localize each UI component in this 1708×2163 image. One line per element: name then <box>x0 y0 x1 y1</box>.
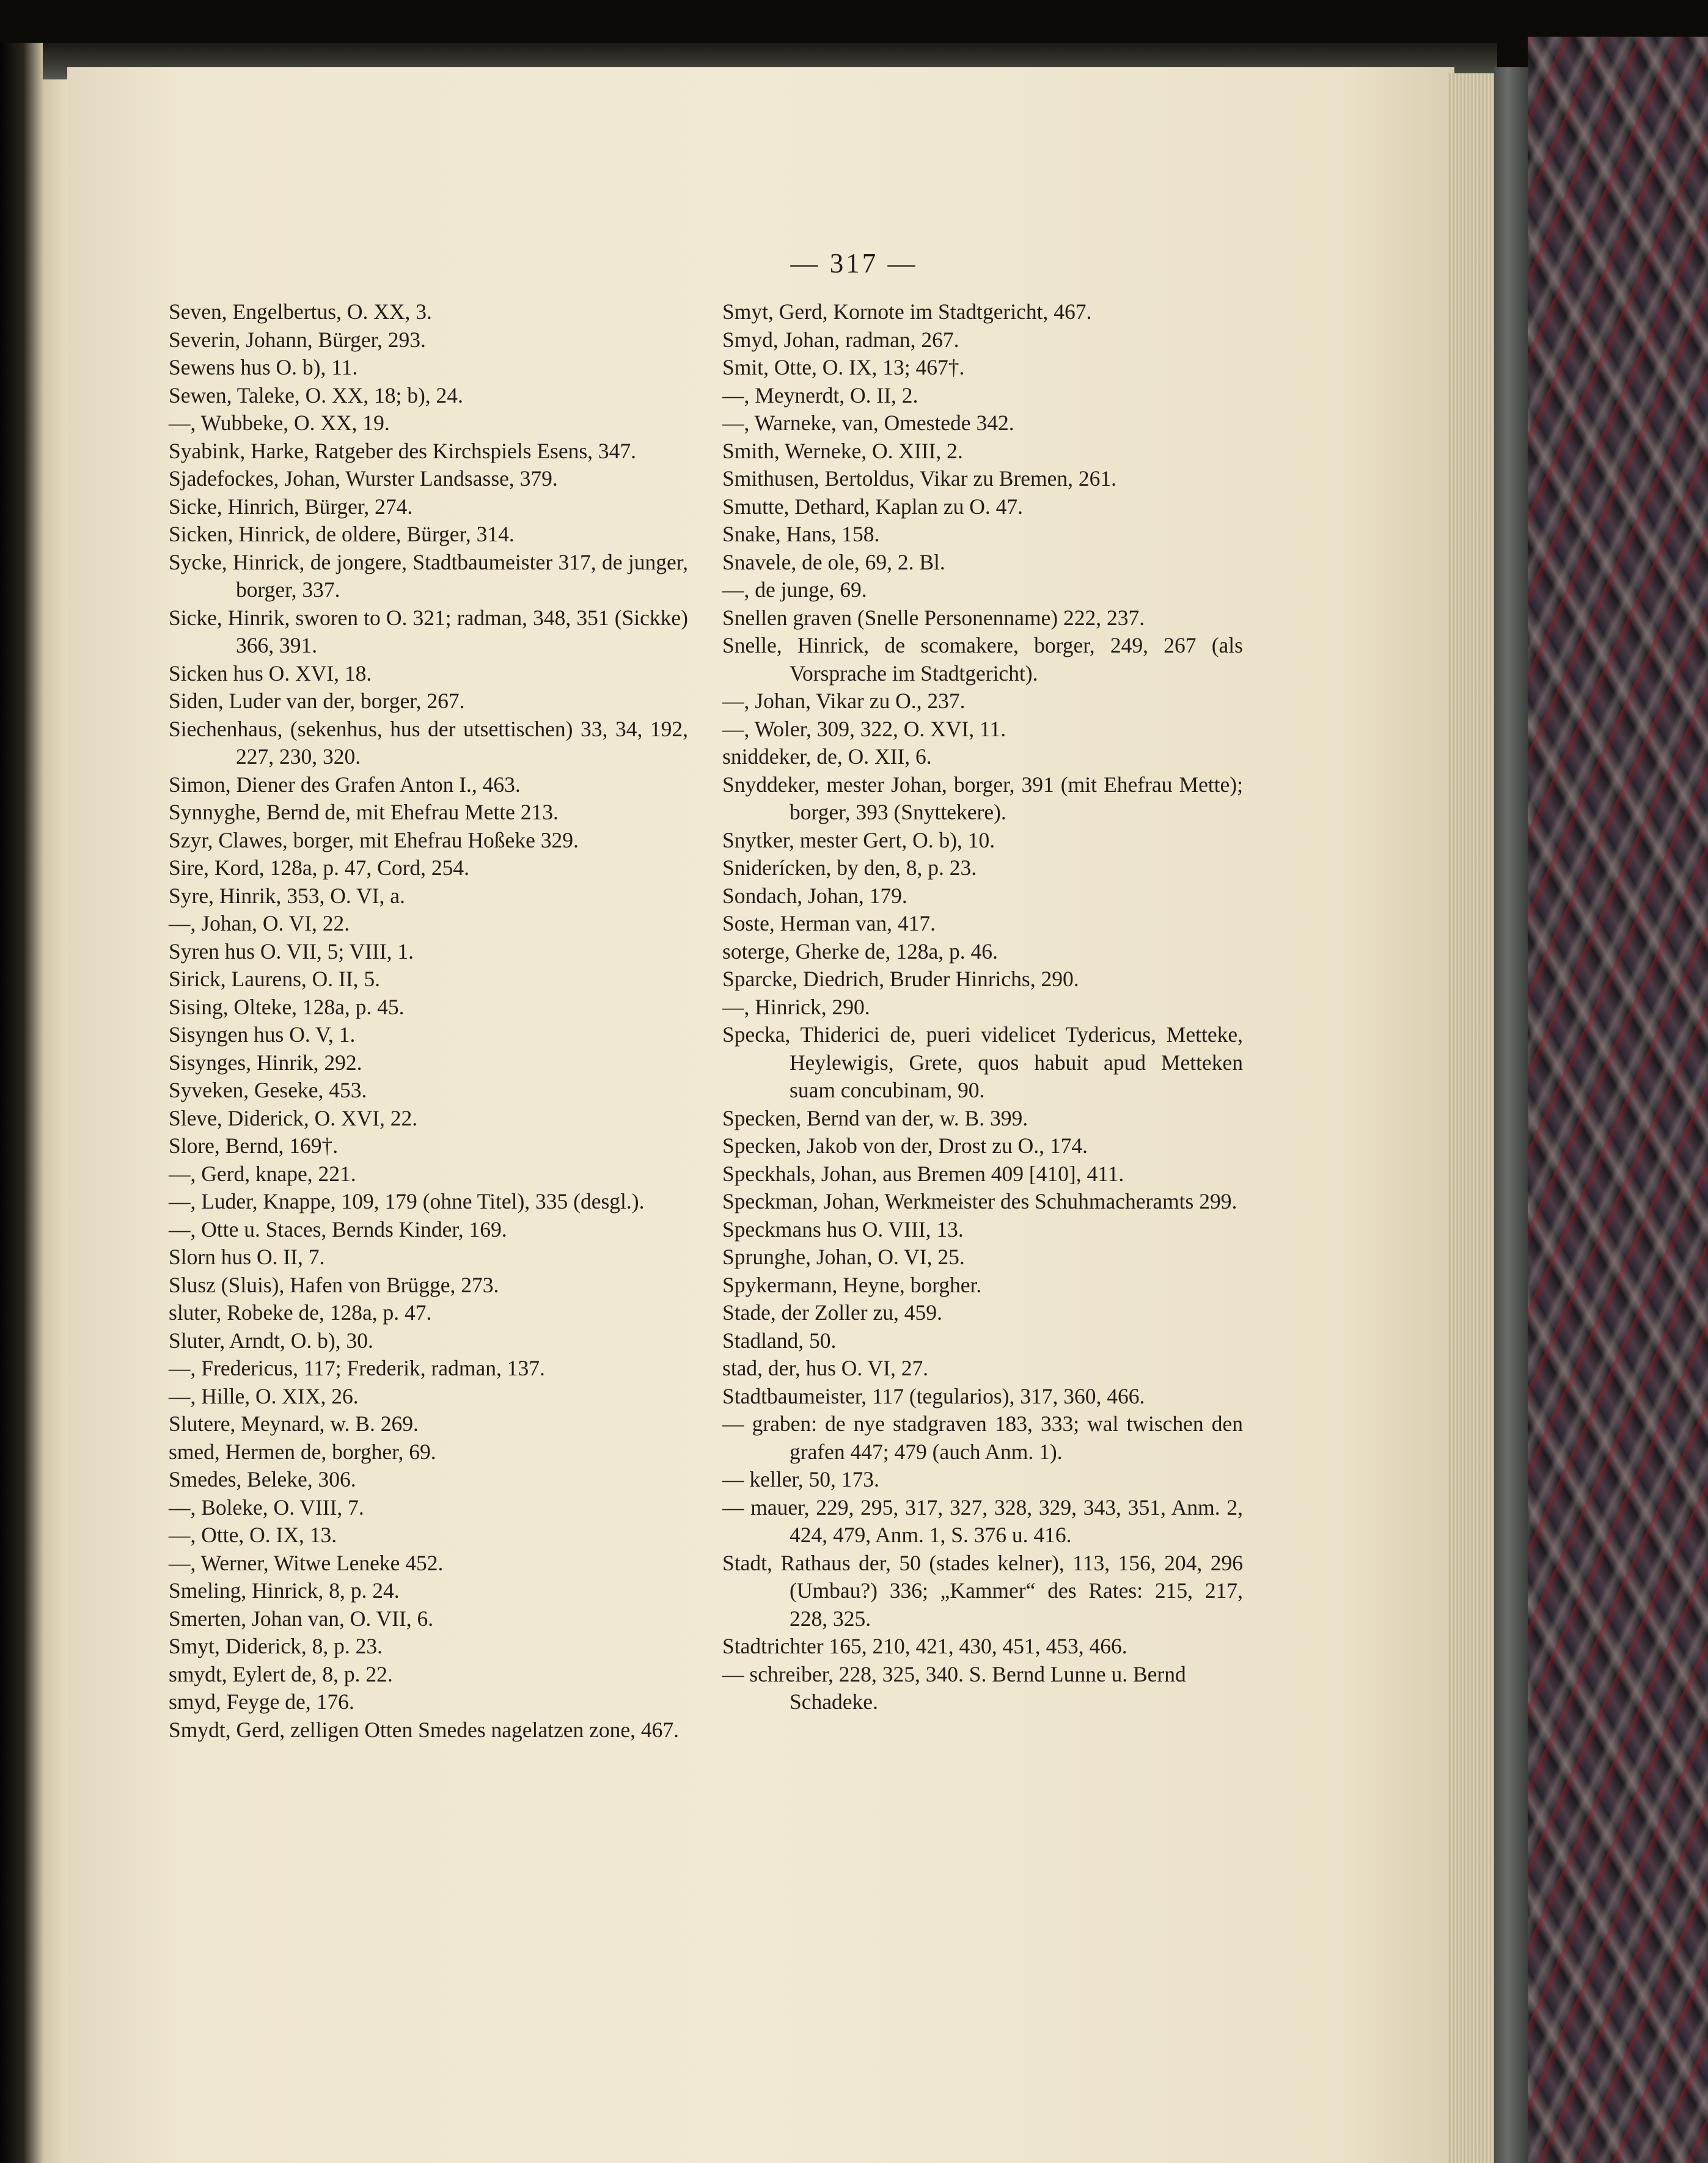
index-entry: smydt, Eylert de, 8, p. 22. <box>169 1661 393 1686</box>
index-entry: —, Otte, O. IX, 13. <box>169 1523 337 1547</box>
index-entry: —, Luder, Knappe, 109, 179 (ohne Titel), 335 (desgl.). <box>169 1189 645 1213</box>
index-entry: Slore, Bernd, 169†. <box>169 1133 339 1158</box>
index-entry: Sicken, Hinrick, de oldere, Bürger, 314. <box>169 522 515 546</box>
index-entry: Sewens hus O. b), 11. <box>169 355 358 379</box>
index-entry: Sising, Olteke, 128a, p. 45. <box>169 994 405 1019</box>
index-entry: Syabink, Harke, Ratgeber des Kirchspiels Esens, 347. <box>169 438 637 463</box>
index-entry: Sniderícken, by den, 8, p. 23. <box>722 855 977 880</box>
index-entry: —, Wubbeke, O. XX, 19. <box>169 411 390 435</box>
index-entry: Smyt, Diderick, 8, p. 23. <box>169 1634 383 1658</box>
index-entry: Sprunghe, Johan, O. VI, 25. <box>722 1245 965 1269</box>
index-entry: Stadt, Rathaus der, 50 (stades kelner), 113, 156, 204, 296 (Umbau?) 336; „Kammer“ des Rates: 215, 217, 228, 325. <box>722 1550 1243 1631</box>
index-entry: —, Meynerdt, O. II, 2. <box>722 382 918 408</box>
index-entry: Synnyghe, Bernd de, mit Ehefrau Mette 213. <box>169 800 559 824</box>
index-entry: Sicke, Hinrich, Bürger, 274. <box>169 494 413 519</box>
index-entry: Smith, Werneke, O. XIII, 2. <box>722 438 963 463</box>
index-entry: Slutere, Meynard, w. B. 269. <box>169 1411 419 1436</box>
index-entry: Sparcke, Diedrich, Bruder Hinrichs, 290. <box>722 967 1079 991</box>
index-entry: Sisynges, Hinrik, 292. <box>169 1050 362 1075</box>
book-binding-left <box>0 43 43 2163</box>
index-entry: Stadland, 50. <box>722 1328 837 1353</box>
index-entry: Specka, Thiderici de, pueri videlicet Tydericus, Metteke, Heylewigis, Grete, quos habuit apud Metteken suam concubinam, 90. <box>722 1022 1243 1102</box>
index-entry: Specken, Jakob von der, Drost zu O., 174. <box>722 1133 1088 1158</box>
index-entry: Sicken hus O. XVI, 18. <box>169 661 372 686</box>
index-entry: Stadtrichter 165, 210, 421, 430, 451, 453, 466. <box>722 1634 1127 1658</box>
index-entry: Sire, Kord, 128a, p. 47, Cord, 254. <box>169 855 470 880</box>
index-entry: Sewen, Taleke, O. XX, 18; b), 24. <box>169 382 463 408</box>
index-entry: —, Fredericus, 117; Frederik, radman, 137. <box>169 1356 545 1380</box>
index-entry: Smit, Otte, O. IX, 13; 467†. <box>722 355 965 379</box>
index-entry: —, de junge, 69. <box>722 577 867 602</box>
index-entry: Snyddeker, mester Johan, borger, 391 (mit Ehefrau Mette); borger, 393 (Snyttekere). <box>722 772 1243 824</box>
index-entry: —, Otte u. Staces, Bernds Kinder, 169. <box>169 1217 507 1242</box>
index-entry: Sluter, Arndt, O. b), 30. <box>169 1328 373 1353</box>
index-entry: Smedes, Beleke, 306. <box>169 1467 356 1491</box>
index-entry: —, Johan, O. VI, 22. <box>169 911 350 935</box>
index-entry: Seven, Engelbertus, O. XX, 3. <box>169 299 432 324</box>
index-entry: Snytker, mester Gert, O. b), 10. <box>722 827 995 852</box>
index-entry: Speckman, Johan, Werkmeister des Schuhmacheramts 299. <box>722 1189 1237 1213</box>
index-entry: Smithusen, Bertoldus, Vikar zu Bremen, 261. <box>722 466 1117 491</box>
index-entry: Stadtbaumeister, 117 (tegularios), 317, 360, 466. <box>722 1383 1145 1408</box>
index-entry: Syren hus O. VII, 5; VIII, 1. <box>169 939 414 964</box>
index-entry: sniddeker, de, O. XII, 6. <box>722 744 932 769</box>
index-entry: Slusz (Sluis), Hafen von Brügge, 273. <box>169 1272 499 1297</box>
index-entry: Sjadefockes, Johan, Wurster Landsasse, 379. <box>169 466 558 491</box>
index-entry: Snellen graven (Snelle Personenname) 222, 237. <box>722 605 1145 630</box>
index-entry: —, Hille, O. XIX, 26. <box>169 1383 359 1408</box>
index-entry: Snake, Hans, 158. <box>722 522 880 546</box>
index-entry: Soste, Herman van, 417. <box>722 911 936 935</box>
index-entry: Sondach, Johan, 179. <box>722 883 907 908</box>
index-entry: Sirick, Laurens, O. II, 5. <box>169 967 381 991</box>
index-entry: Siden, Luder van der, borger, 267. <box>169 689 465 713</box>
index-entry: —, Boleke, O. VIII, 7. <box>169 1495 364 1520</box>
index-column-right <box>722 298 1243 1716</box>
index-entry: sluter, Robeke de, 128a, p. 47. <box>169 1300 432 1325</box>
index-entry: — schreiber, 228, 325, 340. S. Bernd Lunne u. Bernd Schadeke. <box>722 1661 1186 1714</box>
index-entry: Spykermann, Heyne, borgher. <box>722 1272 982 1297</box>
index-entry: Syre, Hinrik, 353, O. VI, a. <box>169 883 405 908</box>
index-entry: Simon, Diener des Grafen Anton I., 463. <box>169 772 521 797</box>
index-entry: —, Woler, 309, 322, O. XVI, 11. <box>722 716 1006 741</box>
index-entry: Smutte, Dethard, Kaplan zu O. 47. <box>722 494 1023 519</box>
index-entry: — graben: de nye stadgraven 183, 333; wal twischen den grafen 447; 479 (auch Anm. 1). <box>722 1411 1243 1464</box>
index-entry: smed, Hermen de, borgher, 69. <box>169 1439 436 1464</box>
index-entry: —, Hinrick, 290. <box>722 994 870 1019</box>
index-entry: Speckhals, Johan, aus Bremen 409 [410], 411. <box>722 1161 1124 1186</box>
index-entry: Smyt, Gerd, Kornote im Stadtgericht, 467. <box>722 299 1092 324</box>
index-entry: smyd, Feyge de, 176. <box>169 1689 354 1714</box>
index-entry: Siechenhaus, (sekenhus, hus der utsettischen) 33, 34, 192, 227, 230, 320. <box>169 716 688 769</box>
index-entry: Smydt, Gerd, zelligen Otten Smedes nagelatzen zone, 467. <box>169 1717 679 1742</box>
index-entry: Speckmans hus O. VIII, 13. <box>722 1217 964 1242</box>
index-entry: —, Gerd, knape, 221. <box>169 1161 356 1186</box>
index-entry: Snavele, de ole, 69, 2. Bl. <box>722 549 945 574</box>
index-entry: stad, der, hus O. VI, 27. <box>722 1356 929 1380</box>
index-entry: Smeling, Hinrick, 8, p. 24. <box>169 1578 400 1603</box>
index-entry: Smerten, Johan van, O. VII, 6. <box>169 1606 434 1631</box>
index-column-left <box>169 298 688 1744</box>
index-entry: Severin, Johann, Bürger, 293. <box>169 327 426 352</box>
index-entry: Snelle, Hinrick, de scomakere, borger, 249, 267 (als Vorsprache im Stadtgericht). <box>722 633 1243 686</box>
index-entry: soterge, Gherke de, 128a, p. 46. <box>722 939 998 964</box>
index-entry: Slorn hus O. II, 7. <box>169 1245 325 1269</box>
index-entry: —, Werner, Witwe Leneke 452. <box>169 1550 444 1575</box>
index-entry: Specken, Bernd van der, w. B. 399. <box>722 1105 1028 1130</box>
index-entry: Stade, der Zoller zu, 459. <box>722 1300 942 1325</box>
page-number: — 317 — <box>790 248 918 279</box>
index-entry: —, Warneke, van, Omestede 342. <box>722 411 1014 435</box>
index-entry: —, Johan, Vikar zu O., 237. <box>722 689 966 713</box>
index-entry: Sycke, Hinrick, de jongere, Stadtbaumeister 317, de junger, borger, 337. <box>169 549 688 602</box>
index-entry: — keller, 50, 173. <box>722 1467 879 1491</box>
index-entry: Sicke, Hinrik, sworen to O. 321; radman, 348, 351 (Sickke) 366, 391. <box>169 605 688 657</box>
index-entry: Sleve, Diderick, O. XVI, 22. <box>169 1105 418 1130</box>
index-entry: Szyr, Clawes, borger, mit Ehefrau Hoßeke 329. <box>169 827 579 852</box>
cover-board <box>1494 67 1528 2163</box>
index-entry: Smyd, Johan, radman, 267. <box>722 327 959 352</box>
index-entry: Sisyngen hus O. V, 1. <box>169 1022 356 1047</box>
index-entry: Syveken, Geseke, 453. <box>169 1078 367 1102</box>
index-entry: — mauer, 229, 295, 317, 327, 328, 329, 343, 351, Anm. 2, 424, 479, Anm. 1, S. 376 u. 416. <box>722 1495 1243 1547</box>
marbled-endpaper <box>1528 37 1708 2163</box>
facing-page-edge <box>43 43 67 2163</box>
